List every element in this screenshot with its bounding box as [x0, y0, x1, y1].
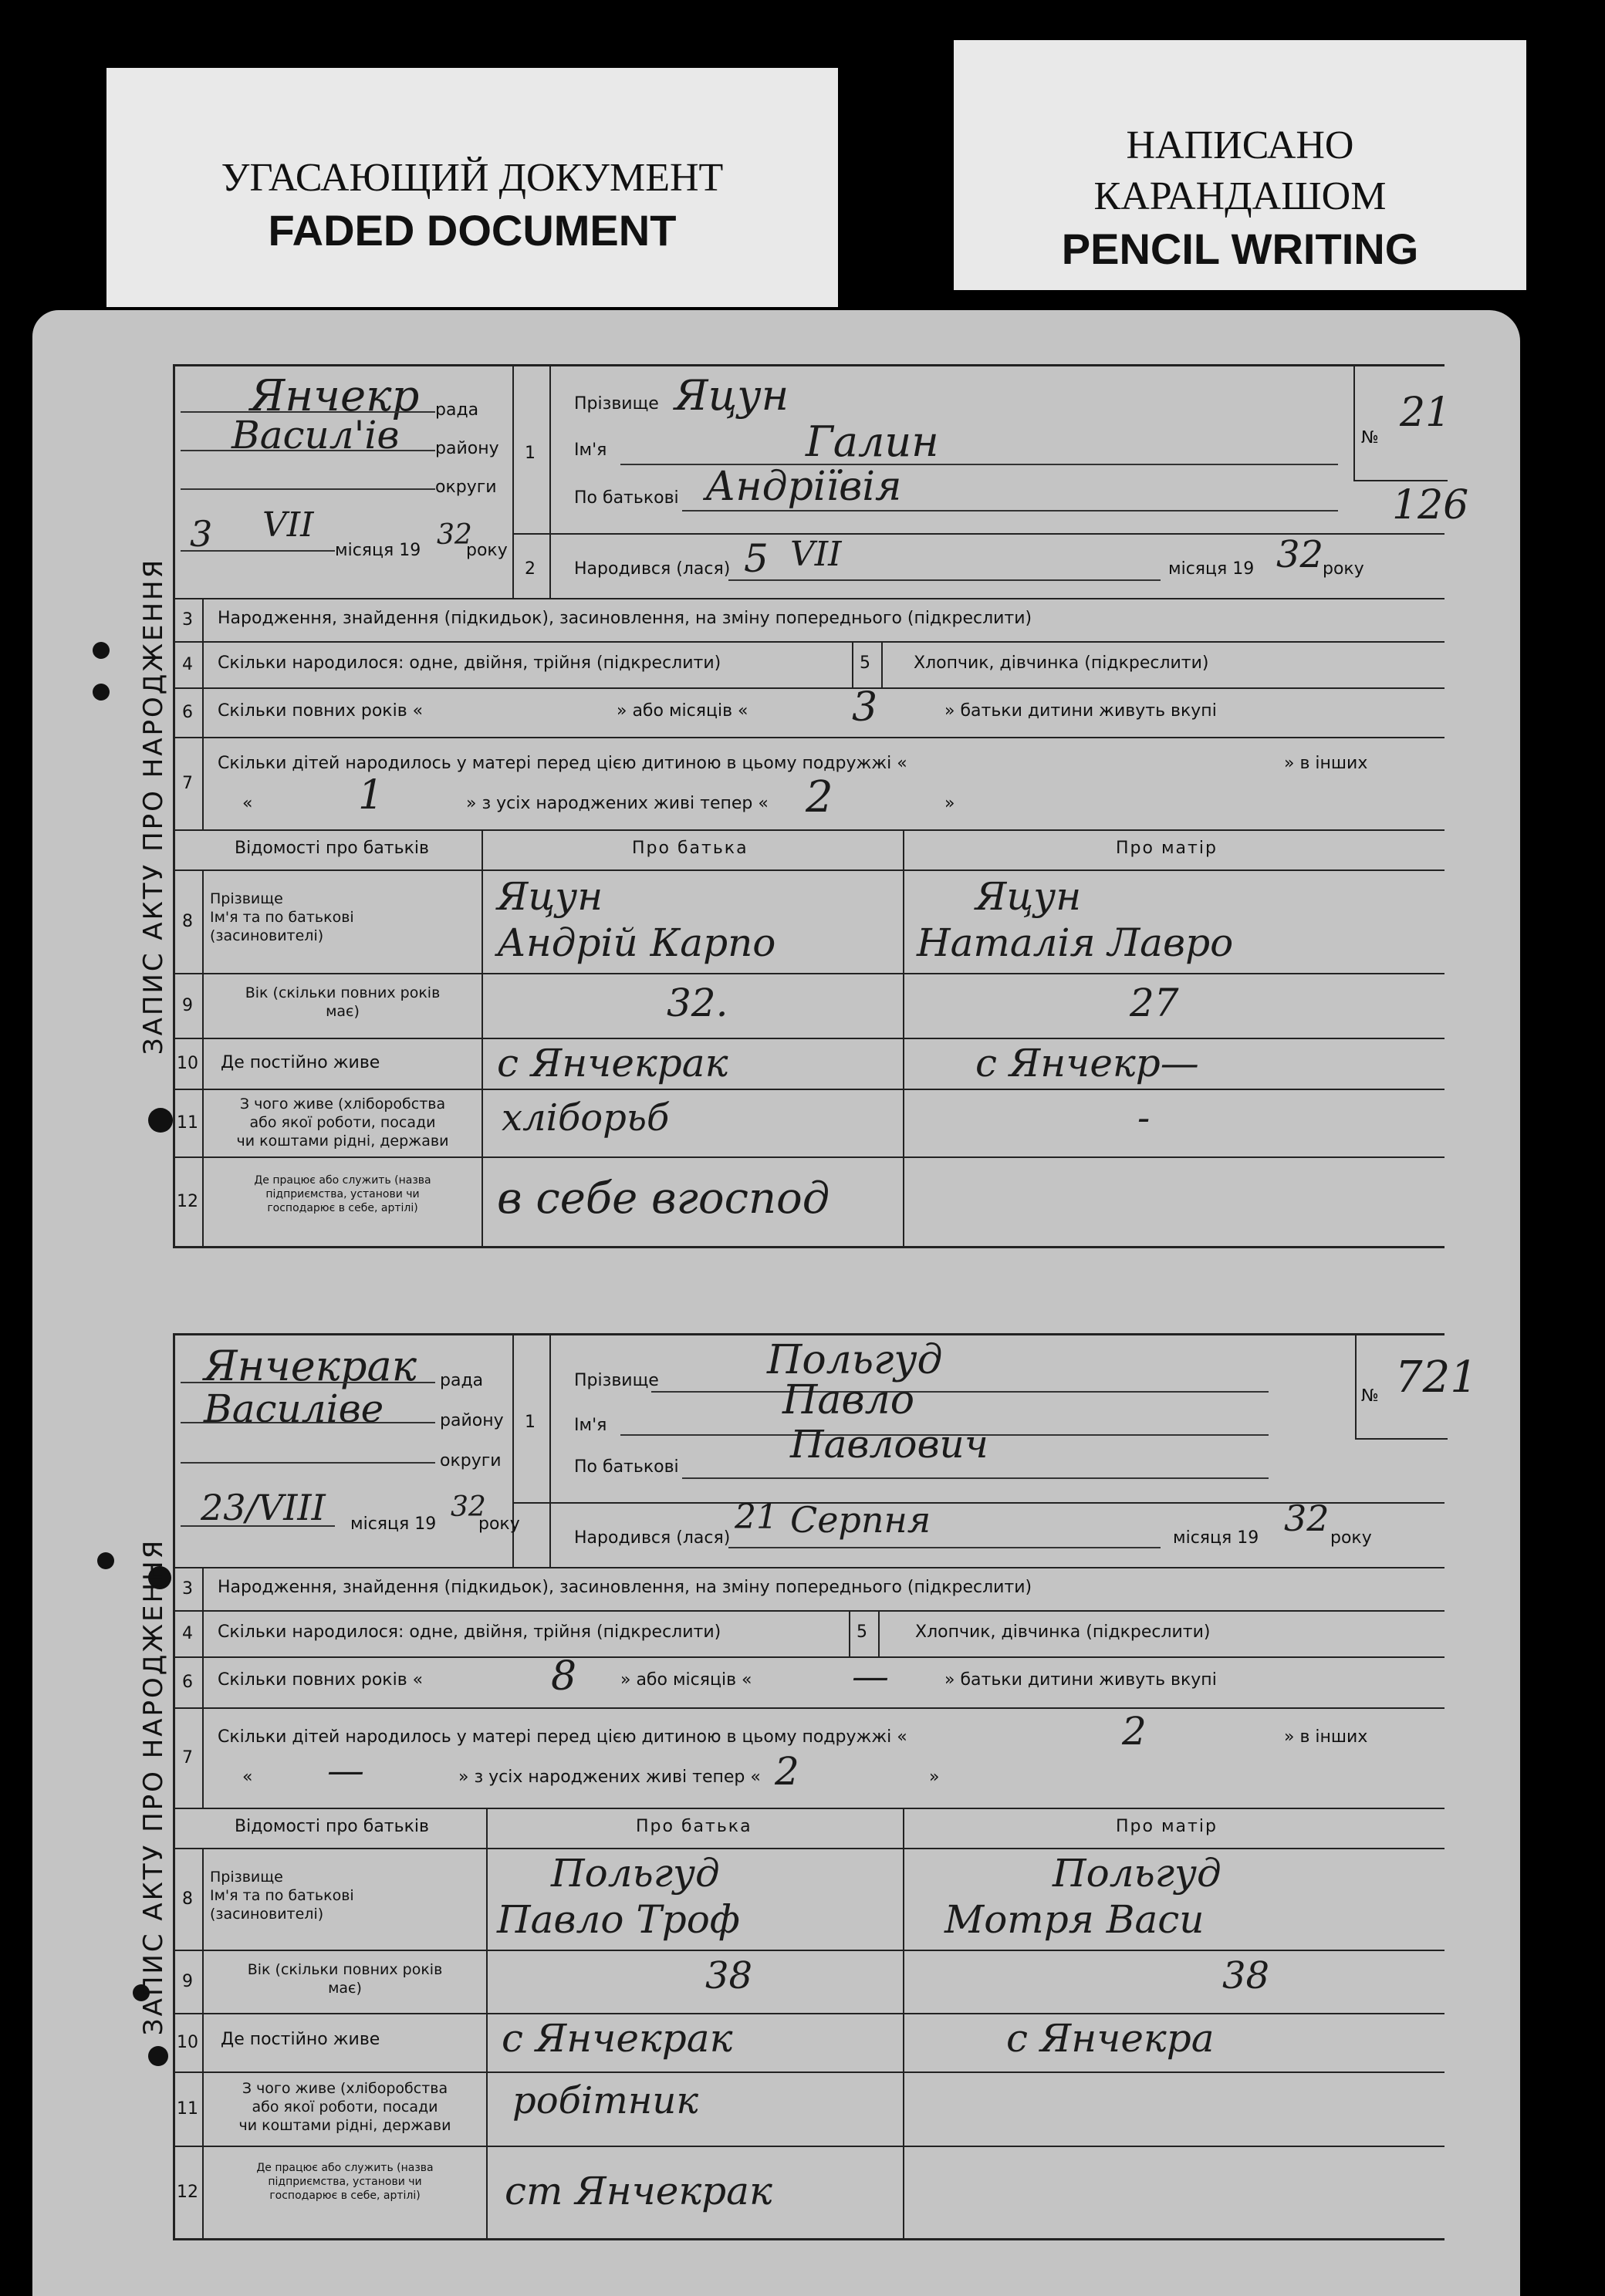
born-label: Народився (лася): [574, 1528, 731, 1548]
faded-label-ru: УГАСАЮЩИЙ ДОКУМЕНТ: [221, 156, 724, 200]
row-9-text: Вік (скільки повних років має): [247, 1961, 443, 1997]
row-6-b: » або місяців «: [620, 1670, 752, 1690]
pencil-label-en: PENCIL WRITING: [1061, 225, 1419, 273]
mother-header: Про матір: [1116, 1817, 1218, 1836]
row-6-num: 6: [173, 687, 204, 737]
rada-label: рада: [440, 1371, 484, 1390]
row-10-text: Де постійно живе: [221, 2030, 380, 2049]
reg-day: 3: [190, 513, 213, 555]
mother-occupation: -: [1137, 1096, 1151, 1140]
pencil-writing-label: [954, 40, 1526, 290]
number-value: 21: [1400, 390, 1451, 436]
rule-line: [682, 510, 1338, 512]
row-10: [173, 1038, 1444, 1090]
born-month-label: місяця 19: [1168, 559, 1255, 579]
raion-label: району: [435, 439, 499, 458]
row-5-num: 5: [860, 653, 870, 673]
rule-line: [181, 1525, 335, 1527]
row-12-text: Де працює або служить (назва підприємства, установи чи господарює в себе, артілі): [256, 2162, 434, 2202]
row-7-c: «: [242, 1768, 253, 1787]
mother-age: 27: [1130, 981, 1179, 1025]
born-month: VII: [790, 535, 842, 574]
row-8-text: Прізвище Ім'я та по батькові (засиновителі): [210, 1869, 354, 1923]
father-surname: Польгуд: [551, 1851, 720, 1896]
row-11-text: З чого живе (хліборобства або якої роботи, посади чи коштами рідні, держави: [238, 2080, 451, 2134]
row-12: [173, 1156, 1444, 1248]
row-11: [173, 1089, 1444, 1158]
okrug-label: округи: [440, 1451, 502, 1470]
reg-year-label: року: [466, 541, 508, 560]
patronymic-value: Павлович: [790, 1422, 988, 1467]
children-other: 1: [358, 772, 384, 819]
children-alive: 2: [806, 772, 833, 822]
row-5-text: Хлопчик, дівчинка (підкреслити): [915, 1622, 1211, 1642]
parents-header: [173, 829, 1444, 871]
parents-header: [173, 1808, 1444, 1849]
reg-year-label: року: [478, 1514, 520, 1534]
record-side-title: [134, 1335, 175, 2238]
mother-residence: с Янчекра: [1006, 2016, 1215, 2061]
row-6-a: Скільки повних років «: [218, 1670, 424, 1690]
father-residence: с Янчекрак: [497, 1041, 728, 1086]
father-surname: Яцун: [497, 874, 603, 919]
raion-value: Василіве: [204, 1386, 384, 1431]
row-12-num: 12: [173, 1156, 204, 1246]
born-day: 21: [735, 1497, 778, 1537]
rule-line: [728, 579, 1161, 581]
birth-record-1: [138, 364, 1469, 1246]
children-this: 2: [1122, 1709, 1147, 1754]
row-8-text: Прізвище Ім'я та по батькові (засиновителі): [210, 890, 354, 944]
rule-line: [181, 1462, 435, 1464]
row-1-num: 1: [525, 1413, 536, 1432]
row-4: [173, 641, 1444, 689]
row-number: 11: [173, 2071, 204, 2146]
row-7-b: » в інших: [1284, 1727, 1368, 1747]
row-11: [173, 2071, 1444, 2147]
name-label: Ім'я: [574, 441, 607, 460]
row-4-text: Скільки народилося: одне, двійня, трійня (підкреслити): [218, 653, 721, 673]
row-11-num: 11: [173, 1089, 204, 1156]
row-number: 3: [173, 1567, 204, 1610]
born-month-label: місяця 19: [1173, 1528, 1259, 1548]
row-9: [173, 1950, 1444, 2014]
father-work: ст Янчекрак: [505, 2169, 772, 2213]
born-label: Народився (лася): [574, 559, 731, 579]
row-11-text: З чого живе (хліборобства або якої роботи, посади чи коштами рідні, держави: [236, 1096, 449, 1150]
father-age: 38: [705, 1954, 753, 1997]
row-number: 5: [857, 1622, 867, 1642]
row-6-c: » батьки дитини живуть вкупі: [944, 1670, 1217, 1690]
rada-value: Янчекр: [250, 371, 420, 421]
rule-line: [181, 450, 435, 451]
row-6-a: Скільки повних років «: [218, 701, 424, 721]
row-7-e: »: [929, 1768, 940, 1787]
row-7-b: » в інших: [1284, 754, 1368, 773]
number-value: 721: [1395, 1352, 1478, 1403]
pencil-label-ru-1: НАПИСАНО: [1126, 123, 1354, 167]
months-together: 3: [852, 684, 878, 731]
reg-month: VII: [262, 505, 314, 545]
rada-label: рада: [435, 400, 479, 420]
parents-header-label: Відомості про батьків: [235, 1817, 429, 1836]
rule-line: [852, 641, 853, 687]
row-number: 9: [173, 1950, 204, 2013]
mother-surname: Польгуд: [1053, 1851, 1221, 1896]
rule-line: [181, 1382, 435, 1383]
children-alive: 2: [775, 1749, 799, 1794]
row-number: 6: [173, 1656, 204, 1707]
row-3: [173, 598, 1444, 643]
row-6-b: » або місяців «: [617, 701, 748, 721]
row-9: [173, 973, 1444, 1039]
born-year: 32: [1284, 1497, 1330, 1539]
row-2-num: 2: [525, 559, 536, 579]
months-together: —: [852, 1655, 889, 1698]
father-header: Про батька: [632, 839, 748, 858]
reg-month-label: місяця 19: [335, 541, 421, 560]
header-block: [173, 366, 1469, 599]
row-7: [173, 1707, 1444, 1809]
rule-line: [881, 641, 883, 687]
row-8: [173, 869, 1444, 974]
mother-residence: с Янчекр—: [975, 1041, 1199, 1086]
rule-line: [849, 1610, 850, 1656]
row-7-a: Скільки дітей народилось у матері перед цією дитиною в цьому подружжі «: [218, 1727, 907, 1747]
record-side-title: [134, 366, 175, 1246]
raion-value: Васил'ів: [231, 413, 400, 458]
row-7-d: » з усіх народжених живі тепер «: [458, 1768, 761, 1787]
row-number: 8: [173, 1848, 204, 1950]
name-label: Ім'я: [574, 1416, 607, 1435]
rule-line: [682, 1477, 1269, 1479]
surname-label: Прізвище: [574, 394, 659, 414]
punch-hole: [93, 684, 110, 701]
born-day: 5: [744, 536, 769, 581]
number-value-2: 126: [1392, 482, 1469, 528]
row-7-e: »: [944, 794, 955, 813]
rule-line: [181, 550, 335, 552]
raion-label: району: [440, 1411, 504, 1430]
rule-line: [181, 488, 435, 490]
punch-hole: [93, 642, 110, 659]
mother-name: Мотря Васи: [944, 1897, 1205, 1942]
born-year: 32: [1276, 533, 1324, 576]
row-number: 4: [173, 1610, 204, 1656]
row-9-num: 9: [173, 973, 204, 1038]
surname-value: Яцун: [674, 371, 789, 420]
patronymic-value: Андріївія: [705, 464, 902, 510]
born-year-label: року: [1330, 1528, 1372, 1548]
father-header: Про батька: [636, 1817, 752, 1836]
father-age: 32.: [667, 981, 728, 1025]
patronymic-label: По батькові: [574, 488, 679, 508]
row-8: [173, 1848, 1444, 1951]
row-10: [173, 2013, 1444, 2073]
row-7-c: «: [242, 794, 253, 813]
document-page: [32, 310, 1520, 2296]
row-12-text: Де працює або служить (назва підприємства, установи чи господарює в себе, артілі): [254, 1174, 431, 1214]
father-work: в себе вгоспод: [497, 1173, 830, 1224]
father-occupation: робітник: [512, 2079, 698, 2122]
reg-month-label: місяця 19: [350, 1514, 437, 1534]
reg-day: 23/VIII: [201, 1487, 326, 1528]
row-4-text: Скільки народилося: одне, двійня, трійня (підкреслити): [218, 1622, 721, 1642]
born-year-label: року: [1323, 559, 1364, 579]
row-7-num: 7: [173, 737, 204, 829]
side-title-text: ЗАПИС АКТУ ПРО НАРОДЖЕННЯ: [138, 557, 169, 1055]
patronymic-label: По батькові: [574, 1457, 679, 1477]
row-7-d: » з усіх народжених живі тепер «: [466, 794, 769, 813]
row-12: [173, 2146, 1444, 2240]
row-7-a: Скільки дітей народилось у матері перед цією дитиною в цьому подружжі «: [218, 754, 907, 773]
row-number: 12: [173, 2146, 204, 2238]
row-10-text: Де постійно живе: [221, 1053, 380, 1072]
father-occupation: хліборьб: [502, 1096, 670, 1140]
row-7: [173, 737, 1444, 831]
name-value: Павло: [782, 1377, 915, 1423]
mother-header: Про матір: [1116, 839, 1218, 858]
row-6-c: » батьки дитини живуть вкупі: [944, 701, 1217, 721]
mother-surname: Яцун: [975, 874, 1082, 919]
row-3-text: Народження, знайдення (підкидьок), засиновлення, на зміну попереднього (підкреслити): [218, 1578, 1032, 1597]
okrug-label: округи: [435, 478, 497, 497]
mother-age: 38: [1222, 1954, 1270, 1997]
reg-year: 32: [451, 1491, 486, 1523]
header-block: [173, 1335, 1478, 1568]
row-number: 7: [173, 1707, 204, 1808]
mother-name: Наталія Лавро: [917, 920, 1234, 965]
father-name: Павло Троф: [497, 1897, 740, 1942]
name-value: Галин: [806, 417, 939, 466]
children-other: —: [327, 1749, 364, 1792]
row-4: [173, 1610, 1444, 1658]
row-3-text: Народження, знайдення (підкидьок), засиновлення, на зміну попереднього (підкреслити): [218, 609, 1032, 628]
parents-header-label: Відомості про батьків: [235, 839, 429, 858]
row-6: [173, 684, 1444, 738]
side-title-text: ЗАПИС АКТУ ПРО НАРОДЖЕННЯ: [138, 1538, 169, 2036]
rule-line: [181, 1422, 435, 1423]
row-4-num: 4: [173, 641, 204, 687]
pencil-label-ru-2: КАРАНДАШОМ: [1093, 174, 1387, 218]
row-3-num: 3: [173, 598, 204, 641]
row-5-text: Хлопчик, дівчинка (підкреслити): [914, 653, 1209, 673]
rule-line: [878, 1610, 880, 1656]
faded-label-en: FADED DOCUMENT: [268, 206, 677, 255]
reg-year: 32: [437, 519, 472, 551]
number-label: №: [1361, 1386, 1379, 1406]
father-residence: с Янчекрак: [502, 2016, 733, 2061]
row-10-num: 10: [173, 1038, 204, 1089]
row-number: 10: [173, 2013, 204, 2071]
faded-document-label: [106, 68, 838, 307]
birth-record-2: [138, 1333, 1478, 2238]
punch-hole: [97, 1552, 114, 1569]
rule-line: [728, 1547, 1161, 1548]
row-8-num: 8: [173, 869, 204, 973]
number-label: №: [1361, 428, 1379, 447]
row-3: [173, 1567, 1444, 1612]
row-6: [173, 1653, 1444, 1709]
row-9-text: Вік (скільки повних років має): [245, 984, 441, 1020]
rada-value: Янчекрак: [204, 1342, 417, 1390]
born-month: Серпня: [790, 1499, 931, 1541]
row-1-num: 1: [525, 444, 536, 463]
years-together: 8: [551, 1653, 577, 1700]
surname-value: Польгуд: [767, 1337, 943, 1383]
surname-label: Прізвище: [574, 1371, 659, 1390]
father-name: Андрій Карпо: [497, 920, 776, 965]
rule-line: [651, 1391, 1269, 1393]
